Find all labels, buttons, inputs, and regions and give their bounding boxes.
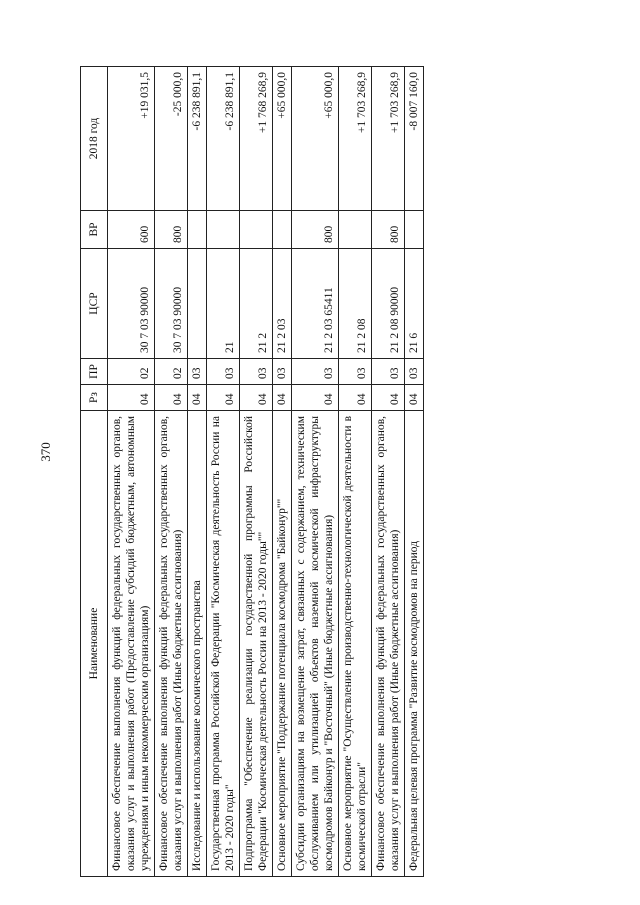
row-pr: 03 — [292, 359, 339, 385]
row-csr: 21 — [207, 249, 240, 359]
row-name: Исследование и использование космического пространства — [188, 411, 207, 877]
row-rz: 04 — [273, 385, 292, 411]
row-pr: 02 — [155, 359, 188, 385]
row-pr: 03 — [207, 359, 240, 385]
row-amount: -6 238 891,1 — [207, 67, 240, 211]
header-rz: Рз — [81, 385, 108, 411]
table-row — [339, 67, 372, 877]
row-name: Основное мероприятие "Поддержание потенциала космодрома "Байконур"" — [273, 411, 292, 877]
row-rz: 04 — [405, 385, 424, 411]
budget-table — [80, 66, 424, 877]
row-pr: 03 — [372, 359, 405, 385]
row-pr: 02 — [108, 359, 155, 385]
row-amount: +19 031,5 — [108, 67, 155, 211]
row-amount: +65 000,0 — [273, 67, 292, 211]
row-rz: 04 — [207, 385, 240, 411]
table-header-row — [81, 67, 108, 877]
row-vr: 600 — [108, 211, 155, 249]
row-amount: -25 000,0 — [155, 67, 188, 211]
page-number: 370 — [38, 442, 53, 462]
row-rz: 04 — [292, 385, 339, 411]
row-amount: +65 000,0 — [292, 67, 339, 211]
header-name: Наименование — [81, 411, 108, 877]
row-rz: 04 — [240, 385, 273, 411]
table-row — [372, 67, 405, 877]
table-row — [108, 67, 155, 877]
row-csr — [188, 249, 207, 359]
row-csr: 30 7 03 90000 — [108, 249, 155, 359]
row-name: Федеральная целевая программа "Развитие космодромов на период — [405, 411, 424, 877]
row-name: Финансовое обеспечение выполнения функций федеральных государственных органов, оказания услуг и выполнения работ (Иные бюджетные ассигнования) — [155, 411, 188, 877]
row-amount: +1 703 268,9 — [339, 67, 372, 211]
row-amount: -8 007 160,0 — [405, 67, 424, 211]
header-pr: ПР — [81, 359, 108, 385]
row-vr — [339, 211, 372, 249]
row-vr: 800 — [155, 211, 188, 249]
row-pr: 03 — [405, 359, 424, 385]
row-rz: 04 — [108, 385, 155, 411]
row-csr: 21 2 — [240, 249, 273, 359]
row-csr: 21 2 03 — [273, 249, 292, 359]
row-amount: +1 768 268,9 — [240, 67, 273, 211]
row-csr: 21 2 08 90000 — [372, 249, 405, 359]
row-vr: 800 — [292, 211, 339, 249]
row-pr: 03 — [273, 359, 292, 385]
row-csr: 21 2 08 — [339, 249, 372, 359]
row-rz: 04 — [188, 385, 207, 411]
row-name: Финансовое обеспечение выполнения функций федеральных государственных органов, оказания услуг и выполнения работ (Иные бюджетные ассигнования) — [372, 411, 405, 877]
row-pr: 03 — [240, 359, 273, 385]
row-vr — [188, 211, 207, 249]
row-amount: -6 238 891,1 — [188, 67, 207, 211]
table-row — [207, 67, 240, 877]
rotated-page — [80, 67, 620, 877]
table-row — [405, 67, 424, 877]
row-rz: 04 — [155, 385, 188, 411]
row-csr: 30 7 03 90000 — [155, 249, 188, 359]
table-row — [292, 67, 339, 877]
table-row — [273, 67, 292, 877]
row-pr: 03 — [339, 359, 372, 385]
table-row — [188, 67, 207, 877]
row-name: Субсидии организациям на возмещение затрат, связанных с содержанием, техническим обслуживанием или утилизацией объектов наземной космической инфраструктуры космодромов Байконур и "Восточный" (Иные бюджетные ассигнования) — [292, 411, 339, 877]
header-csr: ЦСР — [81, 249, 108, 359]
row-amount: +1 703 268,9 — [372, 67, 405, 211]
header-year: 2018 год — [81, 67, 108, 211]
header-vr: ВР — [81, 211, 108, 249]
row-csr: 21 2 03 65411 — [292, 249, 339, 359]
row-vr — [240, 211, 273, 249]
row-vr — [207, 211, 240, 249]
table-row — [240, 67, 273, 877]
row-name: Подпрограмма "Обеспечение реализации государственной программы Российской Федерации "Космическая деятельность России на 2013 - 2020 годы"" — [240, 411, 273, 877]
row-rz: 04 — [372, 385, 405, 411]
row-rz: 04 — [339, 385, 372, 411]
row-csr: 21 6 — [405, 249, 424, 359]
row-name: Финансовое обеспечение выполнения функций федеральных государственных органов, оказания услуг и выполнения работ (Предоставление субсидий бюджетным, автономным учреждениям и иным некоммерческим организациям) — [108, 411, 155, 877]
row-name: Основное мероприятие "Осуществление производственно-технологической деятельности в космической отрасли" — [339, 411, 372, 877]
row-vr — [273, 211, 292, 249]
row-vr: 800 — [372, 211, 405, 249]
row-pr: 03 — [188, 359, 207, 385]
table-row — [155, 67, 188, 877]
row-name: Государственная программа Российской Федерации "Космическая деятельность России на 2013 - 2020 годы" — [207, 411, 240, 877]
row-vr — [405, 211, 424, 249]
